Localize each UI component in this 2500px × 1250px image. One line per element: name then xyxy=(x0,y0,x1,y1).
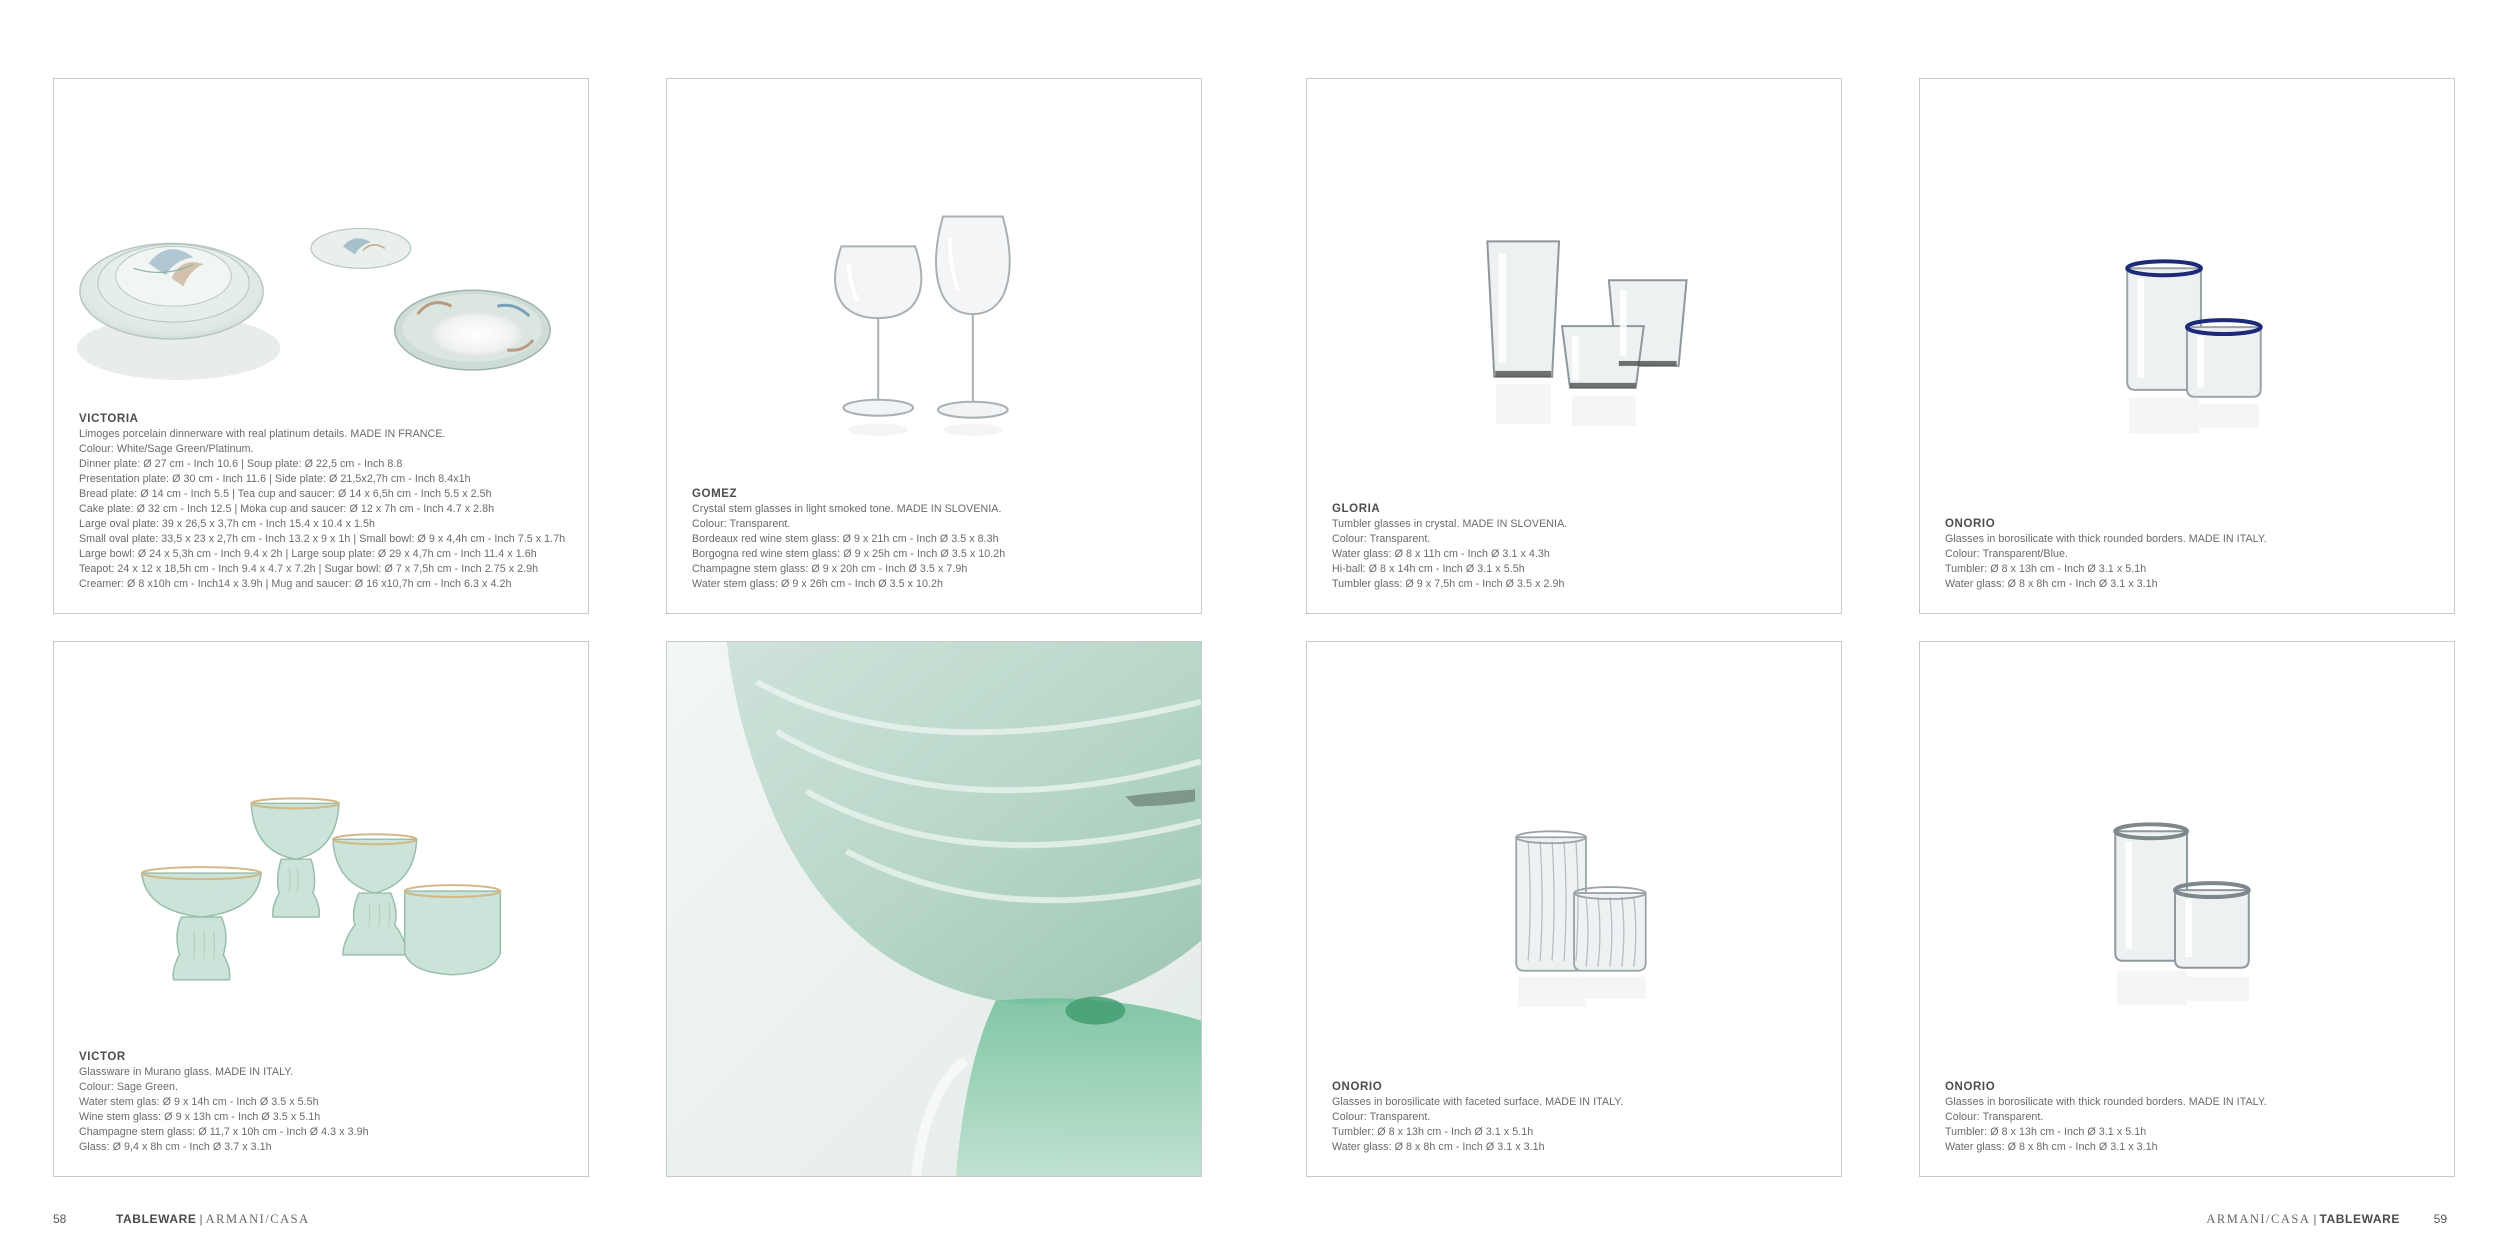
spec-line: Colour: Transparent. xyxy=(1332,533,1431,545)
green-glass-closeup-photo xyxy=(667,642,1201,1176)
spec-line: Colour: Transparent/Blue. xyxy=(1945,548,2069,560)
product-title: ONORIO xyxy=(1945,518,1996,530)
product-description xyxy=(1332,1080,1835,1155)
brand-logo: ARMANI/CASA xyxy=(2206,1212,2311,1226)
page-number-right: 59 xyxy=(2433,1212,2447,1226)
spec-line: Glass: Ø 9,4 x 8h cm - Inch Ø 3.7 x 3.1h xyxy=(79,1141,272,1153)
product-title: ONORIO xyxy=(1945,1081,1996,1093)
spec-line: Bread plate: Ø 14 cm - Inch 5.5 | Tea cup and saucer: Ø 14 x 6,5h cm - Inch 5.5 x 2.5h xyxy=(79,488,492,500)
product-card-victor xyxy=(53,641,589,1177)
spec-line: Colour: Sage Green. xyxy=(79,1081,178,1093)
product-description xyxy=(1945,1080,2448,1155)
footer-separator: | xyxy=(2313,1212,2317,1226)
spec-line: Glasses in borosilicate with faceted surface. MADE IN ITALY. xyxy=(1332,1096,1624,1108)
spec-line: Tumbler: Ø 8 x 13h cm - Inch Ø 3.1 x 5.1h xyxy=(1332,1126,1534,1138)
spec-line: Water glass: Ø 8 x 8h cm - Inch Ø 3.1 x 3.1h xyxy=(1945,578,2158,590)
spec-line: Creamer: Ø 8 x10h cm - Inch14 x 3.9h | Mug and saucer: Ø 16 x10,7h cm - Inch 6.3 x 4.2h xyxy=(79,578,512,590)
section-label: TABLEWARE xyxy=(116,1212,197,1226)
product-title: GOMEZ xyxy=(692,488,738,500)
footer-right xyxy=(2206,1212,2400,1227)
spec-line: Cake plate: Ø 32 cm - Inch 12.5 | Moka cup and saucer: Ø 12 x 7h cm - Inch 4.7 x 2.8h xyxy=(79,503,495,515)
spec-line: Glassware in Murano glass. MADE IN ITALY. xyxy=(79,1066,294,1078)
spec-line: Water glass: Ø 8 x 8h cm - Inch Ø 3.1 x 3.1h xyxy=(1332,1141,1545,1153)
product-description xyxy=(1945,517,2448,592)
product-description xyxy=(79,412,582,592)
spec-line: Bordeaux red wine stem glass: Ø 9 x 21h cm - Inch Ø 3.5 x 8.3h xyxy=(692,533,999,545)
product-title: VICTOR xyxy=(79,1051,126,1063)
spec-line: Limoges porcelain dinnerware with real platinum details. MADE IN FRANCE. xyxy=(79,428,446,440)
spec-line: Water glass: Ø 8 x 8h cm - Inch Ø 3.1 x 3.1h xyxy=(1945,1141,2158,1153)
spec-line: Champagne stem glass: Ø 9 x 20h cm - Inch Ø 3.5 x 7.9h xyxy=(692,563,968,575)
product-title: ONORIO xyxy=(1332,1081,1383,1093)
product-card-onorio-faceted xyxy=(1306,641,1842,1177)
product-description xyxy=(1332,502,1835,592)
product-card-victoria xyxy=(53,78,589,614)
product-card-gloria xyxy=(1306,78,1842,614)
product-title: VICTORIA xyxy=(79,413,139,425)
spec-line: Dinner plate: Ø 27 cm - Inch 10.6 | Soup plate: Ø 22,5 cm - Inch 8.8 xyxy=(79,458,403,470)
product-card-onorio-blue xyxy=(1919,78,2455,614)
footer-left xyxy=(116,1212,310,1227)
spec-line: Colour: Transparent. xyxy=(692,518,791,530)
product-card-onorio-clear xyxy=(1919,641,2455,1177)
spec-line: Glasses in borosilicate with thick rounded borders. MADE IN ITALY. xyxy=(1945,533,2267,545)
product-card-gomez xyxy=(666,78,1202,614)
spec-line: Large oval plate: 39 x 26,5 x 3,7h cm - Inch 15.4 x 10.4 x 1.5h xyxy=(79,518,376,530)
spec-line: Borgogna red wine stem glass: Ø 9 x 25h cm - Inch Ø 3.5 x 10.2h xyxy=(692,548,1006,560)
spec-line: Water stem glas: Ø 9 x 14h cm - Inch Ø 3.5 x 5.5h xyxy=(79,1096,319,1108)
spec-line: Crystal stem glasses in light smoked tone. MADE IN SLOVENIA. xyxy=(692,503,1002,515)
spec-line: Small oval plate: 33,5 x 23 x 2,7h cm - Inch 13.2 x 9 x 1h | Small bowl: Ø 9 x 4,4h cm - Inch 7.5 x 1.7h xyxy=(79,533,566,545)
product-title: GLORIA xyxy=(1332,503,1381,515)
spec-line: Colour: Transparent. xyxy=(1332,1111,1431,1123)
product-description xyxy=(692,487,1195,592)
spec-line: Presentation plate: Ø 30 cm - Inch 11.6 | Side plate: Ø 21,5x2,7h cm - Inch 8.4x1h xyxy=(79,473,471,485)
spec-line: Glasses in borosilicate with thick rounded borders. MADE IN ITALY. xyxy=(1945,1096,2267,1108)
spec-line: Champagne stem glass: Ø 11,7 x 10h cm - Inch Ø 4.3 x 3.9h xyxy=(79,1126,369,1138)
spec-line: Tumbler glasses in crystal. MADE IN SLOVENIA. xyxy=(1332,518,1568,530)
page-number-left: 58 xyxy=(53,1212,67,1226)
victor-glass-closeup-photo-card xyxy=(666,641,1202,1177)
section-label: TABLEWARE xyxy=(2319,1212,2400,1226)
product-description xyxy=(79,1050,582,1155)
spec-line: Colour: Transparent. xyxy=(1945,1111,2044,1123)
footer-separator: | xyxy=(199,1212,203,1226)
spec-line: Water stem glass: Ø 9 x 26h cm - Inch Ø 3.5 x 10.2h xyxy=(692,578,944,590)
spec-line: Tumbler glass: Ø 9 x 7,5h cm - Inch Ø 3.5 x 2.9h xyxy=(1332,578,1565,590)
spec-line: Tumbler: Ø 8 x 13h cm - Inch Ø 3.1 x 5.1h xyxy=(1945,1126,2147,1138)
spec-line: Large bowl: Ø 24 x 5,3h cm - Inch 9.4 x 2h | Large soup plate: Ø 29 x 4,7h cm - Inch 11.4 x 1.6h xyxy=(79,548,537,560)
spec-line: Wine stem glass: Ø 9 x 13h cm - Inch Ø 3.5 x 5.1h xyxy=(79,1111,321,1123)
spec-line: Teapot: 24 x 12 x 18,5h cm - Inch 9.4 x 4.7 x 7.2h | Sugar bowl: Ø 7 x 7,5h cm - Inch 2.75 x 2.9h xyxy=(79,563,539,575)
spec-line: Water glass: Ø 8 x 11h cm - Inch Ø 3.1 x 4.3h xyxy=(1332,548,1550,560)
spec-line: Colour: White/Sage Green/Platinum. xyxy=(79,443,254,455)
spec-line: Hi-ball: Ø 8 x 14h cm - Inch Ø 3.1 x 5.5h xyxy=(1332,563,1525,575)
spec-line: Tumbler: Ø 8 x 13h cm - Inch Ø 3.1 x 5.1h xyxy=(1945,563,2147,575)
brand-logo: ARMANI/CASA xyxy=(205,1212,310,1226)
